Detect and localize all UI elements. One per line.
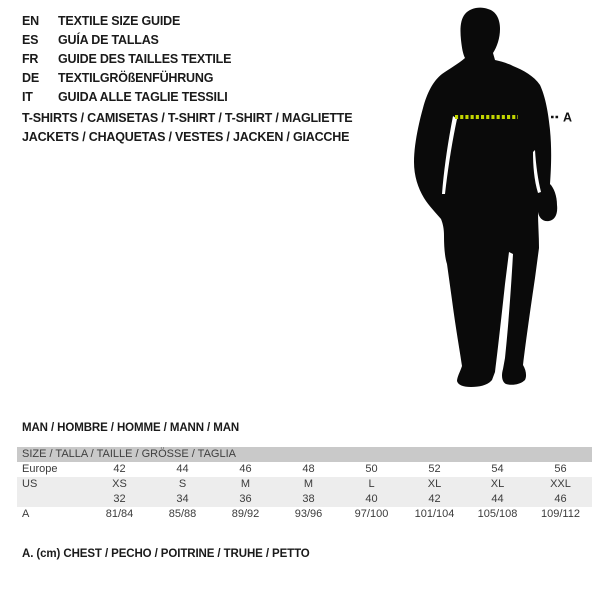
table-cell: 93/96 [294,508,323,520]
table-cell: 81/84 [105,508,134,520]
table-cell: 52 [428,463,441,475]
language-row [22,69,231,88]
language-label: GUIDA ALLE TAGLIE TESSILI [58,90,228,104]
table-cell: XS [112,478,127,490]
row-label: A [22,508,30,520]
language-label: TEXTILE SIZE GUIDE [58,14,181,28]
table-cell: 44 [491,493,504,505]
table-row [17,477,592,492]
table-cell: 54 [491,463,504,475]
table-cell: XL [427,478,442,490]
table-cell: 34 [176,493,189,505]
language-code: IT [22,90,33,104]
table-cell: 38 [302,493,315,505]
language-row [22,50,231,69]
table-row [17,507,592,522]
table-cell: XXL [550,478,571,490]
row-label [17,492,88,507]
section-title: MAN / HOMBRE / HOMME / MANN / MAN [22,422,240,434]
table-row [17,492,592,507]
table-cell: 105/108 [477,508,518,520]
table-cell: 32 [113,493,126,505]
table-cell: XL [490,478,505,490]
measurement-footnote: A. (cm) CHEST / PECHO / POITRINE / TRUHE / PETTO [22,548,310,560]
table-cell: M [303,478,314,490]
table-cell: 42 [113,463,126,475]
table-cell: 44 [176,463,189,475]
table-cell: 40 [365,493,378,505]
language-list [22,12,231,107]
language-label: GUÍA DE TALLAS [58,33,159,47]
table-cell: 89/92 [231,508,260,520]
table-cell: 46 [239,463,252,475]
table-cell: 101/104 [414,508,455,520]
language-row [22,31,231,50]
row-label: US [22,478,38,490]
table-cell: M [240,478,251,490]
table-cell: 36 [239,493,252,505]
language-row [22,12,231,31]
language-code: EN [22,14,39,28]
language-row [22,88,231,107]
table-cell: 85/88 [168,508,197,520]
man-silhouette-svg [395,0,600,400]
table-cell: 48 [302,463,315,475]
language-code: ES [22,33,39,47]
table-cell: 50 [365,463,378,475]
table-cell: 109/112 [541,508,580,520]
size-table-body [17,462,592,522]
category-line: T-SHIRTS / CAMISETAS / T-SHIRT / T-SHIRT / MAGLIETTE [22,111,353,125]
table-cell: 46 [554,493,567,505]
language-label: TEXTILGRÖßENFÜHRUNG [58,71,214,85]
table-cell: 42 [428,493,441,505]
language-label: GUIDE DES TAILLES TEXTILE [58,52,232,66]
table-header: SIZE / TALLA / TAILLE / GRÖSSE / TAGLIA [17,447,592,462]
row-label: Europe [22,463,58,475]
man-silhouette [395,0,600,400]
table-cell: L [368,478,375,490]
measurement-label-a: A [563,110,573,125]
size-table [17,447,592,522]
table-row [17,462,592,477]
silhouette-body [414,8,557,387]
table-cell: S [178,478,187,490]
table-cell: 56 [554,463,567,475]
table-cell: 97/100 [354,508,389,520]
category-line: JACKETS / CHAQUETAS / VESTES / JACKEN / GIACCHE [22,130,350,144]
language-code: FR [22,52,39,66]
language-code: DE [22,71,39,85]
category-list [22,109,352,147]
